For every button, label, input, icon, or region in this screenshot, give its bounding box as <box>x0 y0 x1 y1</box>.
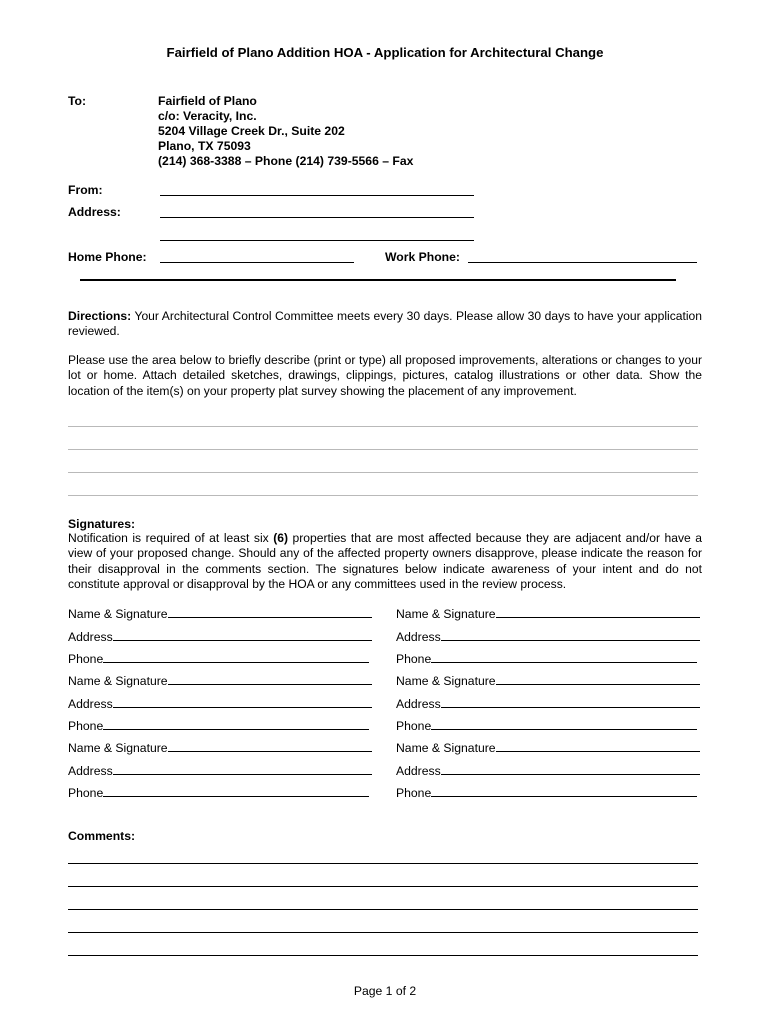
address-label: Address <box>68 697 113 711</box>
from-field[interactable] <box>160 195 474 196</box>
name-signature-label: Name & Signature <box>396 607 496 621</box>
address-field[interactable] <box>113 763 372 775</box>
phone-field[interactable] <box>431 718 697 730</box>
name-signature-field[interactable] <box>496 740 700 752</box>
signature-block-6-name <box>396 740 700 755</box>
phone-field[interactable] <box>103 785 369 797</box>
name-signature-label: Name & Signature <box>68 607 168 621</box>
signatures-notice-count: (6) <box>273 531 289 545</box>
address-label: Address <box>68 630 113 644</box>
comments-line-3[interactable] <box>68 909 698 910</box>
signature-block-1-phone <box>68 651 369 666</box>
page-number: Page 1 of 2 <box>353 984 417 998</box>
description-line-2[interactable] <box>68 449 698 450</box>
phone-label: Phone <box>68 719 104 733</box>
recipient-street: 5204 Village Creek Dr., Suite 202 <box>158 124 345 138</box>
signatures-notice <box>68 531 702 592</box>
name-signature-field[interactable] <box>168 740 372 752</box>
phone-field[interactable] <box>431 651 697 663</box>
phone-label: Phone <box>396 719 432 733</box>
recipient-address-block <box>158 94 413 169</box>
signature-block-2-address <box>68 696 372 711</box>
signature-block-5-name <box>396 673 700 688</box>
page-title: Fairfield of Plano Addition HOA - Application for Architectural Change <box>166 45 604 60</box>
phone-label: Phone <box>396 652 432 666</box>
comments-line-1[interactable] <box>68 863 698 864</box>
phone-field[interactable] <box>103 718 369 730</box>
signature-block-1-address <box>68 629 372 644</box>
signature-block-2-name <box>68 673 372 688</box>
recipient-name: Fairfield of Plano <box>158 94 257 108</box>
recipient-care-of: c/o: Veracity, Inc. <box>158 109 257 123</box>
signature-block-4-name <box>396 606 700 621</box>
directions-paragraph <box>68 309 702 340</box>
signature-block-5-address <box>396 696 700 711</box>
phone-label: Phone <box>396 786 432 800</box>
signature-block-4-phone <box>396 651 697 666</box>
home-phone-field[interactable] <box>160 262 354 263</box>
address-field[interactable] <box>441 763 700 775</box>
phone-label: Phone <box>68 786 104 800</box>
signature-block-3-phone <box>68 785 369 800</box>
signature-block-4-address <box>396 629 700 644</box>
phone-field[interactable] <box>103 651 369 663</box>
description-line-1[interactable] <box>68 426 698 427</box>
description-line-4[interactable] <box>68 495 698 496</box>
address-field[interactable] <box>441 629 700 641</box>
work-phone-label: Work Phone: <box>385 250 460 264</box>
address-field-line-1[interactable] <box>160 217 474 218</box>
address-label: Address <box>396 630 441 644</box>
comments-line-4[interactable] <box>68 932 698 933</box>
phone-label: Phone <box>68 652 104 666</box>
comments-label: Comments: <box>68 829 136 843</box>
comments-line-5[interactable] <box>68 955 698 956</box>
address-label: Address <box>396 764 441 778</box>
address-field[interactable] <box>113 696 372 708</box>
signatures-heading: Signatures: <box>68 517 136 531</box>
signature-block-1-name <box>68 606 372 621</box>
signatures-notice-text-1: Notification is required of at least six <box>68 531 274 545</box>
address-label: Address: <box>68 205 121 219</box>
name-signature-label: Name & Signature <box>396 674 496 688</box>
address-label: Address <box>396 697 441 711</box>
signature-block-3-name <box>68 740 372 755</box>
name-signature-label: Name & Signature <box>68 741 168 755</box>
name-signature-label: Name & Signature <box>396 741 496 755</box>
recipient-city: Plano, TX 75093 <box>158 139 251 153</box>
section-divider <box>80 279 676 281</box>
name-signature-field[interactable] <box>168 673 372 685</box>
address-field[interactable] <box>113 629 372 641</box>
signature-block-3-address <box>68 763 372 778</box>
recipient-phone-fax: (214) 368-3388 – Phone (214) 739-5566 – Fax <box>158 154 414 168</box>
signatures-notice-text-2: properties that are most affected because they are adjacent and/or have a view of your proposed change. Should any of the affected property owners disapprove, please indicate the reason for their disapproval in the comments section. The signatures below indicate awareness of your intent and do not constitute approval or disapproval by the HOA or any committees used in the review process. <box>68 531 703 591</box>
work-phone-field[interactable] <box>468 262 697 263</box>
signature-block-6-phone <box>396 785 697 800</box>
to-label: To: <box>68 94 87 108</box>
description-line-3[interactable] <box>68 472 698 473</box>
from-label: From: <box>68 183 103 197</box>
signature-block-5-phone <box>396 718 697 733</box>
comments-line-2[interactable] <box>68 886 698 887</box>
home-phone-label: Home Phone: <box>68 250 147 264</box>
signature-block-2-phone <box>68 718 369 733</box>
phone-field[interactable] <box>431 785 697 797</box>
describe-instructions: Please use the area below to briefly describe (print or type) all proposed improvements, alterations or changes to your lot or home. Attach detailed sketches, drawings, clippings, pictures, catalog illustrations or other data. Show the location of the item(s) on your property plat survey showing the placement of any improvement. <box>68 353 702 398</box>
directions-text: Your Architectural Control Committee meets every 30 days. Please allow 30 days to have your application reviewed. <box>68 309 702 339</box>
directions-label: Directions: <box>68 309 132 323</box>
name-signature-field[interactable] <box>496 673 700 685</box>
address-field-line-2[interactable] <box>160 240 474 241</box>
signature-block-6-address <box>396 763 700 778</box>
address-field[interactable] <box>441 696 700 708</box>
name-signature-field[interactable] <box>496 606 700 618</box>
address-label: Address <box>68 764 113 778</box>
name-signature-label: Name & Signature <box>68 674 168 688</box>
name-signature-field[interactable] <box>168 606 372 618</box>
